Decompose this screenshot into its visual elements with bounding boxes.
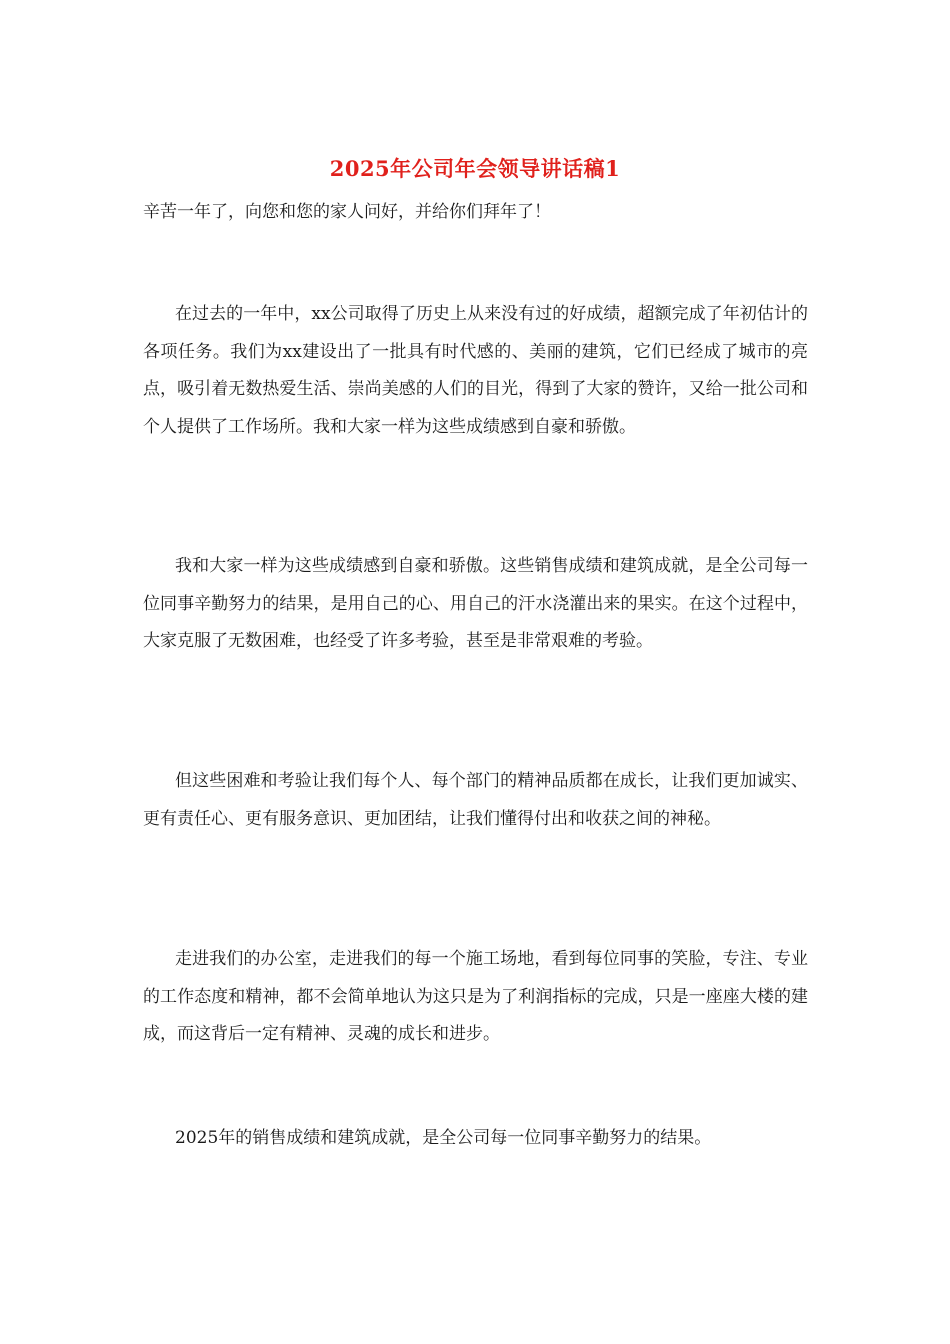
body-paragraph-1: 在过去的一年中，xx公司取得了历史上从来没有过的好成绩，超额完成了年初估计的各项任务。我们为xx建设出了一批具有时代感的、美丽的建筑，它们已经成了城市的亮点，吸引着无数热爱生活、崇尚美感的人们的目光，得到了大家的赞许，又给一批公司和个人提供了工作场所。我和大家一样为这些成绩感到自豪和骄傲。 <box>143 304 808 437</box>
body-paragraph-4: 走进我们的办公室，走进我们的每一个施工场地，看到每位同事的笑脸，专注、专业的工作态度和精神，都不会简单地认为这只是为了利润指标的完成，只是一座座大楼的建成，而这背后一定有精神、灵魂的成长和进步。 <box>143 949 808 1044</box>
document-title: 2025年公司年会领导讲话稿1 <box>329 156 621 181</box>
greeting-line: 辛苦一年了，向您和您的家人问好，并给你们拜年了！ <box>143 202 551 222</box>
body-paragraph-2: 我和大家一样为这些成绩感到自豪和骄傲。这些销售成绩和建筑成就，是全公司每一位同事辛勤努力的结果，是用自己的心、用自己的汗水浇灌出来的果实。在这个过程中，大家克服了无数困难，也经受了许多考验，甚至是非常艰难的考验。 <box>143 556 808 651</box>
body-paragraph-3: 但这些困难和考验让我们每个人、每个部门的精神品质都在成长，让我们更加诚实、更有责任心、更有服务意识、更加团结，让我们懂得付出和收获之间的神秘。 <box>143 771 808 829</box>
body-paragraph-5: 2025年的销售成绩和建筑成就，是全公司每一位同事辛勤努力的结果。 <box>175 1128 712 1148</box>
